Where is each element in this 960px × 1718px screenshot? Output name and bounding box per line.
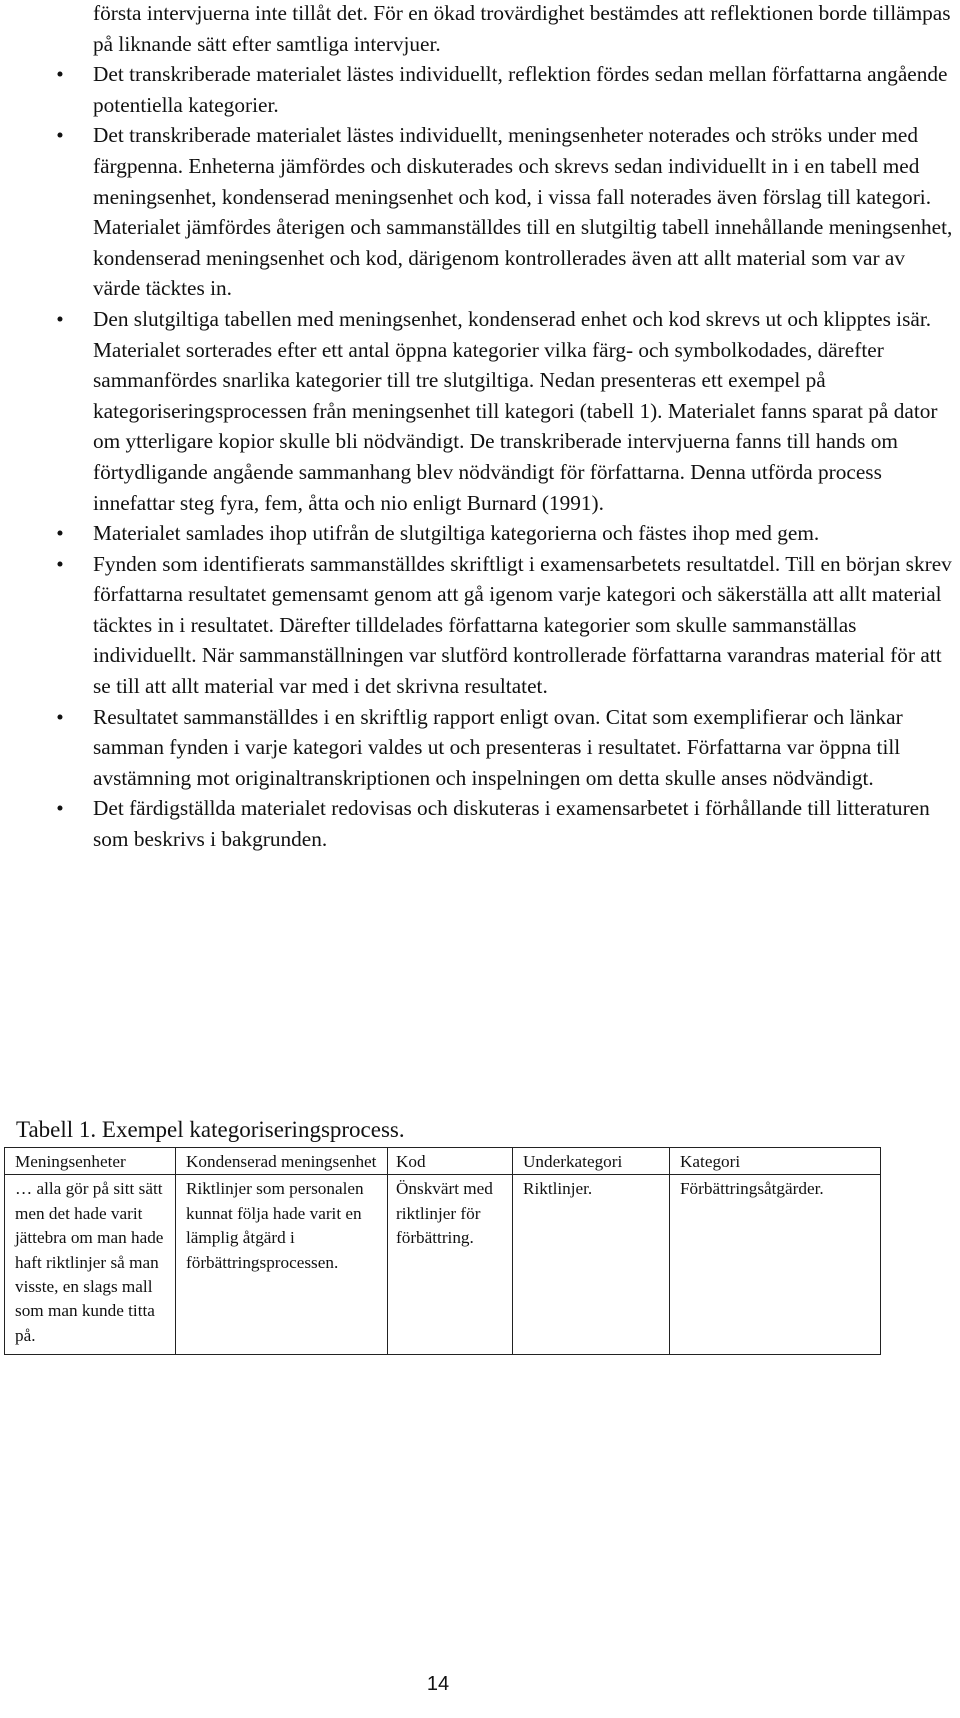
table-caption: Tabell 1. Exempel kategoriseringsprocess. [16,1117,405,1142]
list-item [56,702,953,794]
method-steps-list [56,59,953,854]
bullet-icon: • [56,704,64,729]
list-item-text: Det färdigställda materialet redovisas och diskuteras i examensarbetet i förhållande till litteraturen som beskrivs i bakgrunden. [93,796,930,852]
categorization-table [4,1147,881,1355]
bullet-icon: • [56,521,64,546]
list-item-text: Det transkriberade materialet lästes individuellt, meningsenheter noterades och ströks under med färgpenna. Enheterna jämfördes och diskuterades och skrevs sedan individuellt in i en tabell med meningsenhet, kondenserad meningsenhet och kod, i vissa fall noterades även förslag till kategori. Materialet jämfördes återigen och sammanställdes till en slutgiltig tabell innehållande meningsenhet, kondenserad meningsenhet och kod, därigenom kontrollerades även att allt material som var av värde täcktes in. [93,123,953,301]
body-text [56,0,953,855]
intro-paragraph: första intervjuerna inte tillåt det. För en ökad trovärdighet bestämdes att reflektionen borde tillämpas på liknande sätt efter samtliga intervjuer. [93,1,951,56]
table-header-row [5,1148,881,1175]
bullet-icon: • [56,796,64,821]
list-item [56,518,953,549]
table-cell: … alla gör på sitt sätt men det hade varit jättebra om man hade haft riktlinjer så man visste, en slags mall som man kunde titta på. [5,1175,176,1355]
list-item-text: Resultatet sammanställdes i en skriftlig rapport enligt ovan. Citat som exemplifierar och länkar samman fynden i varje kategori valdes ut och presenteras i resultatet. Författarna var öppna till avstämning mot originaltranskriptionen och inspelningen om detta skulle anses nödvändigt. [93,704,903,790]
table-cell: Riktlinjer. [513,1175,670,1355]
list-item-text: Fynden som identifierats sammanställdes skriftligt i examensarbetets resultatdel. Till en början skrev författarna resultatet gemensamt genom att gå igenom varje kategori och säkerställa att allt material täcktes in i resultatet. Därefter tilldelades författarna kategorier som skulle sammanställas individuellt. När sammanställningen var slutförd kontrollerade författarna varandras material för att se till att allt material var med i det skrivna resultatet. [93,551,952,699]
table-cell: Förbättringsåtgärder. [670,1175,881,1355]
bullet-icon: • [56,306,64,331]
column-header: Kondenserad meningsenhet [176,1148,388,1175]
list-item [56,59,953,120]
bullet-icon: • [56,123,64,148]
column-header: Meningsenheter [5,1148,176,1175]
column-header: Kod [388,1148,513,1175]
column-header: Underkategori [513,1148,670,1175]
list-item-text: Materialet samlades ihop utifrån de slutgiltiga kategorierna och fästes ihop med gem. [93,521,820,546]
page-number: 14 [426,1673,450,1695]
table-cell: Önskvärt med riktlinjer för förbättring. [388,1175,513,1355]
table-cell: Riktlinjer som personalen kunnat följa hade varit en lämplig åtgärd i förbättringsprocessen. [176,1175,388,1355]
column-header: Kategori [670,1148,881,1175]
list-item [56,304,953,518]
bullet-icon: • [56,62,64,87]
bullet-icon: • [56,551,64,576]
list-item [56,120,953,304]
list-item-text: Det transkriberade materialet lästes individuellt, reflektion fördes sedan mellan författarna angående potentiella kategorier. [93,62,948,117]
list-item-text: Den slutgiltiga tabellen med meningsenhet, kondenserad enhet och kod skrevs ut och klipptes isär. Materialet sorterades efter ett antal öppna kategorier vilka färg- och symbolkodades, därefter sammanfördes snarlika kategorier till tre slutgiltiga. Nedan presenteras ett exempel på kategoriseringsprocessen från meningsenhet till kategori (tabell 1). Materialet fanns sparat på dator om ytterligare kopior skulle bli nödvändigt. De transkriberade intervjuerna fanns till hands om förtydligande angående sammanhang blev nödvändigt för författarna. Denna utförda process innefattar steg fyra, fem, åtta och nio enligt Burnard (1991). [93,306,938,515]
table-row [5,1175,881,1355]
list-item [56,793,953,854]
list-item [56,549,953,702]
